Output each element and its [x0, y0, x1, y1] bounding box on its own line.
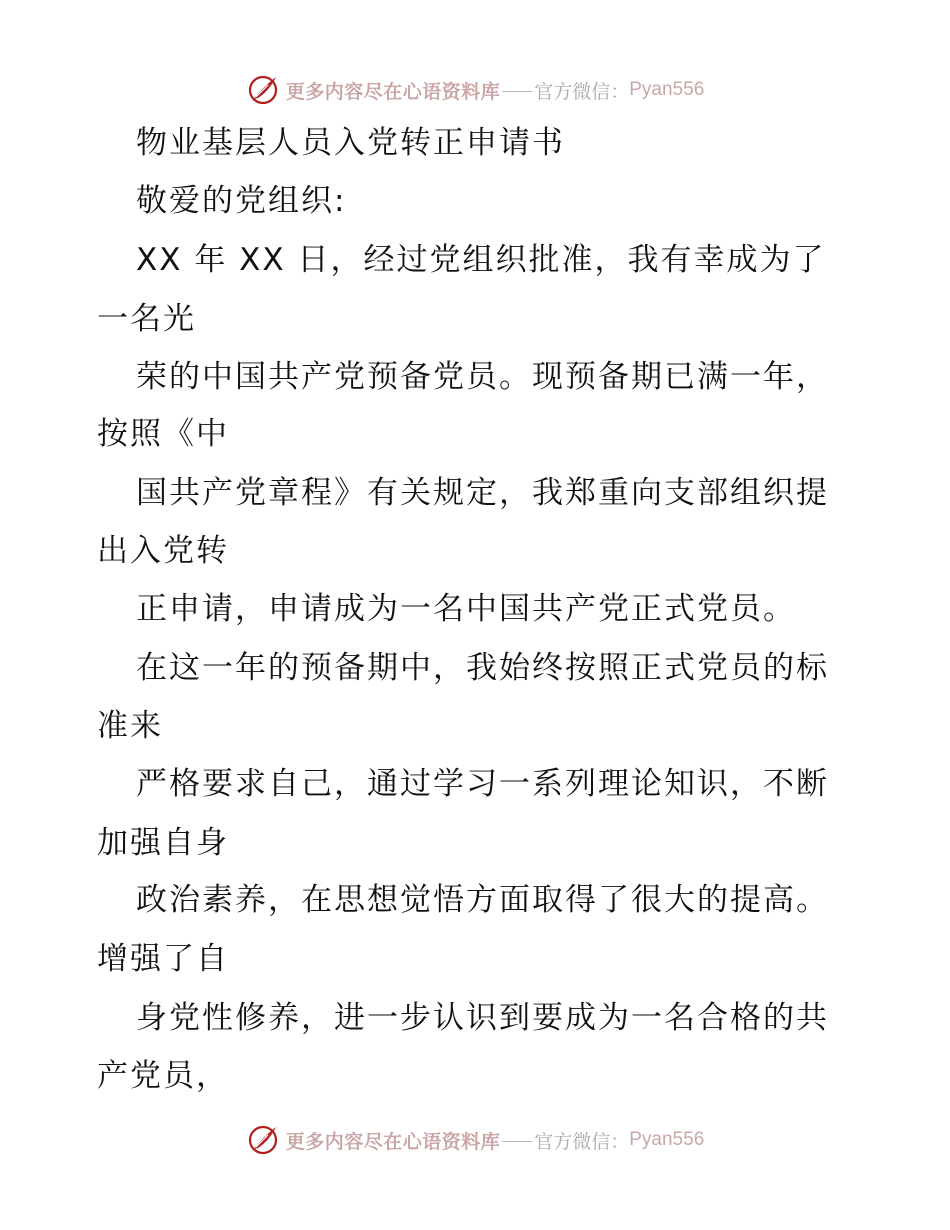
- quill-pen-logo-icon: [246, 1123, 280, 1157]
- document-title: 物业基层人员入党转正申请书: [136, 125, 565, 161]
- paragraph-line: 准来: [97, 708, 163, 744]
- watermark-dash: [502, 91, 532, 92]
- paragraph-line: 身党性修养，进一步认识到要成为一名合格的共: [136, 1000, 829, 1036]
- paragraph-line: 严格要求自己，通过学习一系列理论知识，不断: [136, 766, 829, 802]
- watermark-brand-text: 更多内容尽在心语资料库: [285, 80, 501, 103]
- paragraph-line: 一名光: [97, 301, 196, 337]
- watermark-wechat-id: Pyan556: [629, 1129, 705, 1150]
- paragraph-line: 在这一年的预备期中，我始终按照正式党员的标: [136, 650, 829, 686]
- watermark-brand-text: 更多内容尽在心语资料库: [285, 1130, 501, 1153]
- paragraph-line: 国共产党章程》有关规定，我郑重向支部组织提: [136, 475, 829, 511]
- paragraph-line: 加强自身: [97, 825, 229, 861]
- watermark-dash: [502, 1141, 532, 1142]
- paragraph-line: 产党员，: [97, 1058, 229, 1094]
- paragraph-line: 按照《中: [97, 416, 229, 452]
- watermark-wechat-label: 官方微信：: [534, 1130, 630, 1153]
- paragraph-line: 政治素养，在思想觉悟方面取得了很大的提高。: [136, 882, 829, 918]
- watermark-wechat-label: 官方微信：: [534, 80, 630, 103]
- paragraph-line: 荣的中国共产党预备党员。现预备期已满一年，: [136, 359, 829, 395]
- paragraph-line: XX 年 XX 日，经过党组织批准，我有幸成为了: [136, 242, 826, 278]
- paragraph-line: 增强了自: [97, 941, 229, 977]
- watermark-wechat-id: Pyan556: [629, 79, 705, 100]
- quill-pen-logo-icon: [246, 73, 280, 107]
- salutation: 敬爱的党组织:: [136, 183, 347, 219]
- paragraph-line: 出入党转: [97, 533, 229, 569]
- paragraph-line: 正申请，申请成为一名中国共产党正式党员。: [136, 591, 796, 627]
- header-watermark: [0, 70, 950, 110]
- footer-watermark: [0, 1120, 950, 1160]
